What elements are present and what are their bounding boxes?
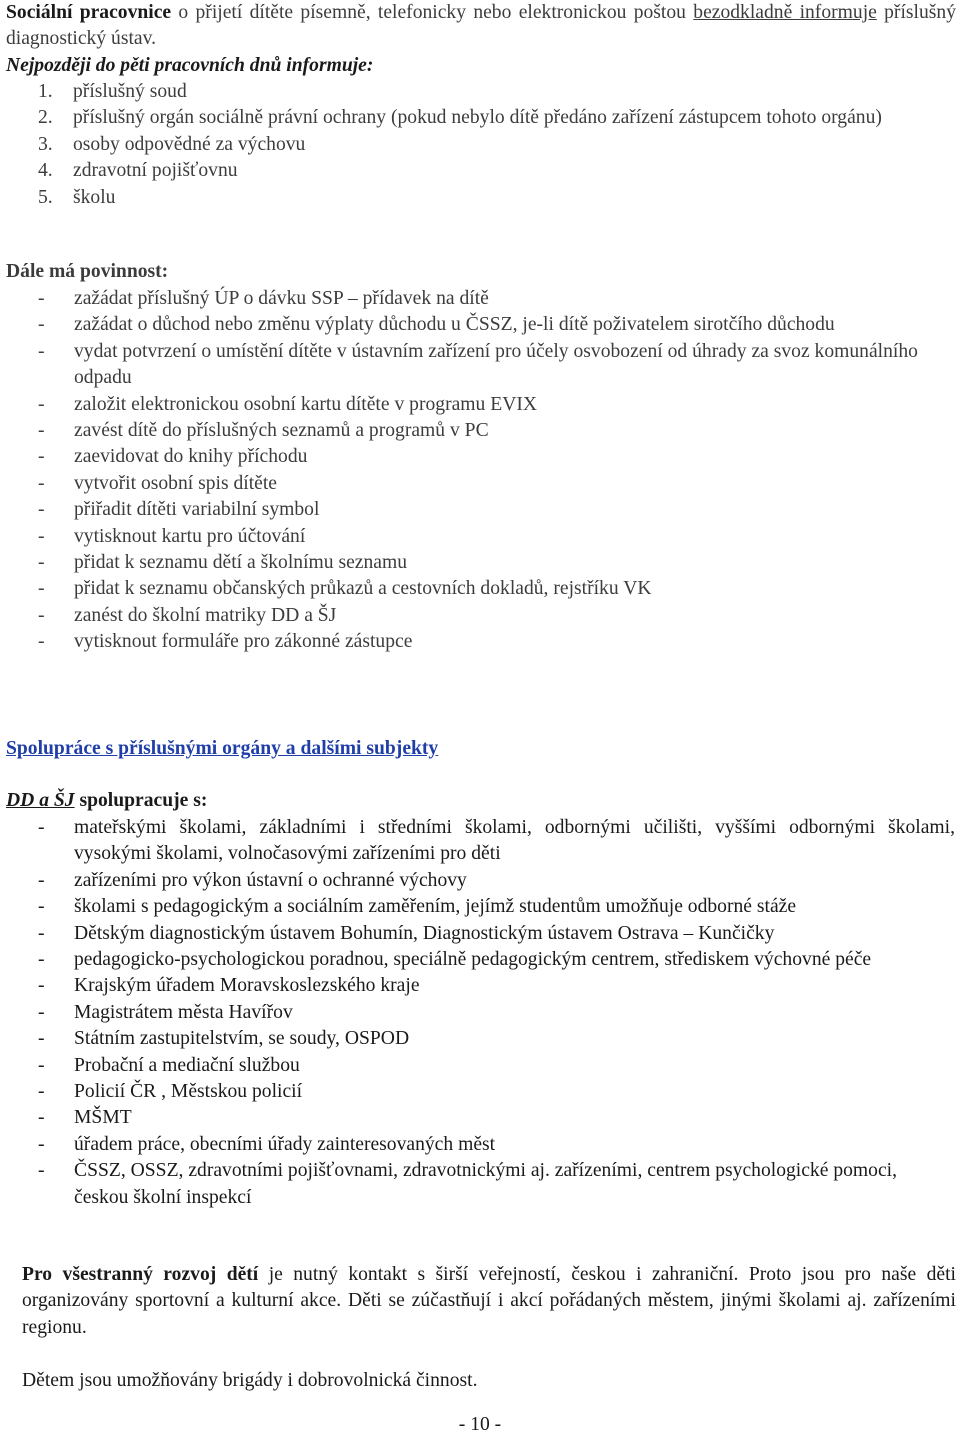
duty-item: - zažádat příslušný ÚP o dávku SSP – přídavek na dítě [38,288,489,309]
inform-item-number: 1. [38,81,53,102]
duty-item: - založit elektronickou osobní kartu dítěte v programu EVIX [38,393,538,415]
development-paragraph [22,1262,956,1341]
duty-text: přiřadit dítěti variabilní symbol [74,499,320,521]
inform-item-text: zdravotní pojišťovnu [73,160,238,182]
intro-text-1: o přijetí dítěte písemně, telefonicky nebo elektronickou poštou [171,2,694,23]
inform-list [0,79,960,211]
cooperation-text: ČSSZ, OSSZ, zdravotními pojišťovnami, zdravotnickými aj. zařízeními, centrem psychologické pomoci, českou školní inspekcí [74,1160,897,1208]
duty-item: - přiřadit dítěti variabilní symbol [38,499,320,521]
cooperation-list [0,815,955,1211]
duty-item: - zavést dítě do příslušných seznamů a programů v PC [38,420,489,442]
cooperation-subheading-rest: spolupracuje s: [74,790,208,811]
duty-item: - vydat potvrzení o umístění dítěte v ústavním zařízení pro účely osvobození od úhrady za svoz komunálního odpadu [38,340,918,389]
duty-text: vytisknout kartu pro účtování [74,525,306,547]
cooperation-text: Magistrátem města Havířov [74,1001,293,1023]
cooperation-item: - Státním zastupitelstvím, se soudy, OSPOD [38,1028,410,1050]
intro-underlined: bezodkladně informuje [693,2,877,23]
cooperation-subject: DD a ŠJ [6,790,75,811]
intro-text-2: příslušný diagnostický ústav. [6,2,956,50]
duty-item: - přidat k seznamu dětí a školnímu seznamu [38,552,408,574]
inform-list-item [39,105,953,131]
duty-text: zanést do školní matriky DD a ŠJ [74,604,337,626]
cooperation-item: - zařízeními pro výkon ústavní o ochranné výchovy [38,869,467,891]
cooperation-text: Policií ČR , Městskou policií [74,1081,303,1103]
duty-text: zaevidovat do knihy příchodu [74,446,308,468]
duty-text: zažádat příslušný ÚP o dávku SSP – přídavek na dítě [74,288,489,309]
inform-item-text: příslušný orgán sociálně právní ochrany (pokud nebylo dítě předáno zařízení zástupcem tohoto orgánu) [73,107,882,129]
cooperation-text: Probační a mediační službou [74,1054,300,1076]
inform-item-number: 4. [38,160,53,182]
cooperation-item: - ČSSZ, OSSZ, zdravotními pojišťovnami, zdravotnickými aj. zařízeními, centrem psychologické pomoci, českou školní inspekcí [38,1160,897,1208]
duty-item: - zaevidovat do knihy příchodu [38,446,308,468]
cooperation-text: mateřskými školami, základními i středními školami, odbornými učilišti, vyššími odbornými školami, vysokými školami, volnočasovými zařízeními pro děti [74,817,955,865]
inform-list-item [39,158,953,184]
duty-text: přidat k seznamu občanských průkazů a cestovních dokladů, rejstříku VK [74,578,652,600]
section-title-cooperation: Spolupráce s příslušnými orgány a dalšími subjekty [6,738,439,759]
duty-item: - vytisknout kartu pro účtování [38,525,306,547]
cooperation-item: - Krajským úřadem Moravskoslezského kraje [38,975,420,997]
intro-paragraph [6,0,956,53]
cooperation-item: - školami s pedagogickým a sociálním zaměřením, jejímž studentům umožňuje odborné stáže [38,896,797,918]
duty-item: - vytvořit osobní spis dítěte [38,472,278,494]
cooperation-text: úřadem práce, obecními úřady zainteresovaných měst [74,1133,496,1155]
cooperation-item: - Magistrátem města Havířov [38,1001,293,1023]
inform-item-number: 5. [38,186,53,208]
cooperation-item: - MŠMT [38,1107,132,1129]
duty-text: přidat k seznamu dětí a školnímu seznamu [74,552,408,574]
cooperation-item: - pedagogicko-psychologickou poradnou, speciálně pedagogickým centrem, střediskem výchovné péče [38,949,872,971]
inform-list-item [39,185,953,211]
inform-item-text: školu [73,186,116,208]
duty-text: zavést dítě do příslušných seznamů a programů v PC [74,420,489,442]
cooperation-item: - úřadem práce, obecními úřady zainteresovaných měst [38,1133,496,1155]
cooperation-text: zařízeními pro výkon ústavní o ochranné výchovy [74,869,467,891]
duty-item: - přidat k seznamu občanských průkazů a cestovních dokladů, rejstříku VK [38,578,652,600]
duty-text: vydat potvrzení o umístění dítěte v ústavním zařízení pro účely osvobození od úhrady za svoz komunálního odpadu [74,340,918,389]
cooperation-text: školami s pedagogickým a sociálním zaměřením, jejímž studentům umožňuje odborné stáže [74,896,797,918]
deadline-heading: Nejpozději do pěti pracovních dnů informuje: [6,55,374,76]
inform-item-number: 2. [38,107,53,129]
inform-list-item [39,79,953,105]
cooperation-item: - Policií ČR , Městskou policií [38,1081,303,1103]
intro-lead-bold: Sociální pracovnice [6,2,172,23]
duty-text: zažádat o důchod nebo změnu výplaty důchodu u ČSSZ, je-li dítě poživatelem sirotčího důchodu [74,314,835,336]
page-number: - 10 - [458,1414,502,1435]
cooperation-item: - Dětským diagnostickým ústavem Bohumín, Diagnostickým ústavem Ostrava – Kunčičky [38,922,775,944]
cooperation-text: pedagogicko-psychologickou poradnou, speciálně pedagogickým centrem, střediskem výchovné péče [74,949,872,971]
duty-item: - vytisknout formuláře pro zákonné zástupce [38,631,413,653]
duty-item: - zanést do školní matriky DD a ŠJ [38,604,337,626]
duty-text: založit elektronickou osobní kartu dítěte v programu EVIX [74,393,538,415]
development-text: je nutný kontakt s širší veřejností, českou i zahraniční. Proto jsou pro naše děti organizovány sportovní a kulturní akce. Děti se zúčastňují i akcí pořádaných městem, jinými školami aj. zařízeními regionu. [22,1264,956,1338]
cooperation-text: MŠMT [74,1107,132,1129]
cooperation-item: - mateřskými školami, základními i středními školami, odbornými učilišti, vyššími odbornými školami, vysokými školami, volnočasovými zařízeními pro děti [38,817,955,865]
inform-item-text: příslušný soud [73,81,187,102]
inform-item-text: osoby odpovědné za výchovu [73,133,306,155]
development-lead-bold: Pro všestranný rozvoj dětí [22,1264,259,1285]
duty-text: vytisknout formuláře pro zákonné zástupce [74,631,413,653]
cooperation-text: Dětským diagnostickým ústavem Bohumín, Diagnostickým ústavem Ostrava – Kunčičky [74,922,775,944]
duties-heading: Dále má povinnost: [6,261,169,282]
duty-item: - zažádat o důchod nebo změnu výplaty důchodu u ČSSZ, je-li dítě poživatelem sirotčího důchodu [38,314,835,336]
cooperation-text: Krajským úřadem Moravskoslezského kraje [74,975,420,997]
inform-list-item [39,132,953,158]
cooperation-subheading [6,788,906,814]
cooperation-text: Státním zastupitelstvím, se soudy, OSPOD [74,1028,410,1050]
duties-list [0,286,940,656]
inform-item-number: 3. [38,133,53,155]
cooperation-item: - Probační a mediační službou [38,1054,300,1076]
closing-sentence: Dětem jsou umožňovány brigády i dobrovolnická činnost. [22,1370,478,1391]
duty-text: vytvořit osobní spis dítěte [74,472,278,494]
